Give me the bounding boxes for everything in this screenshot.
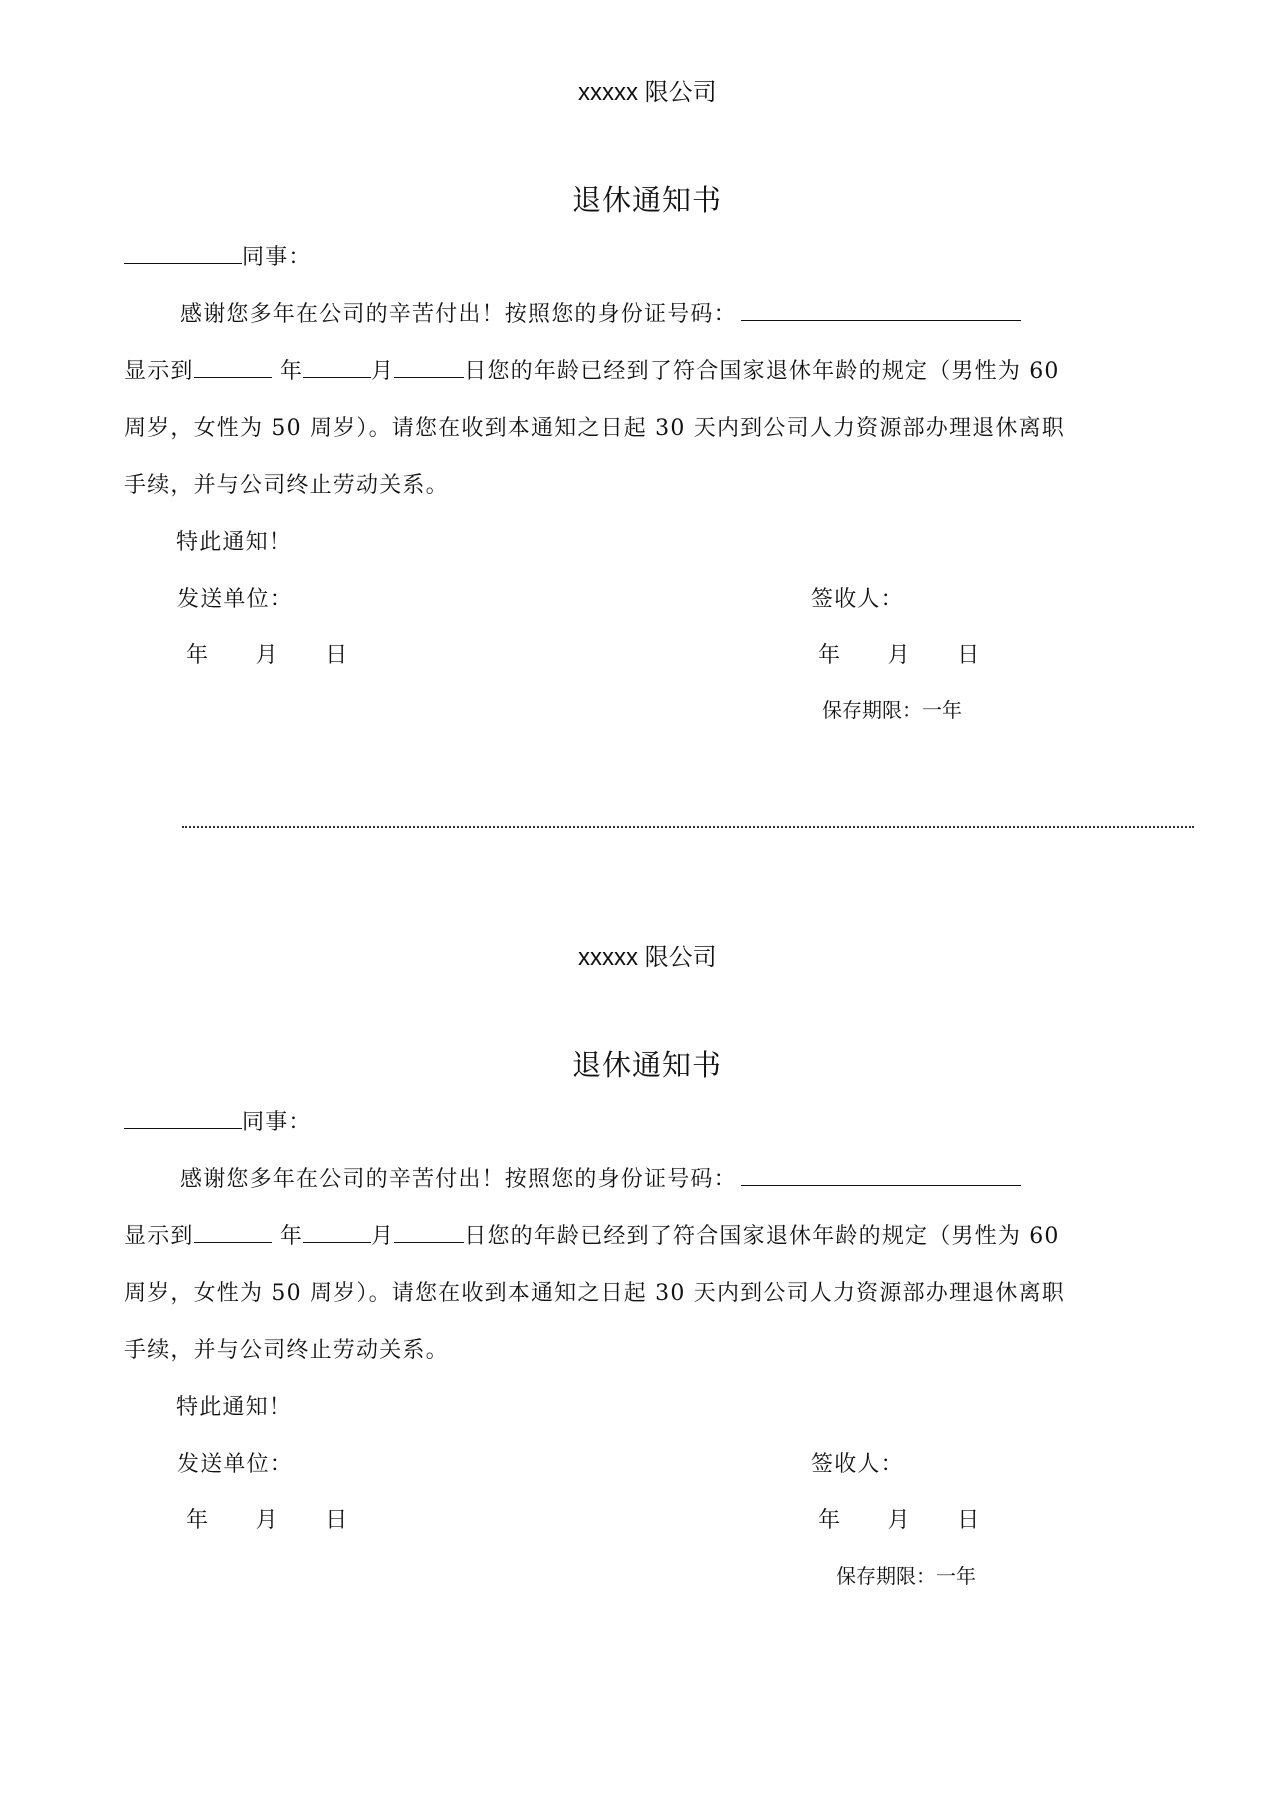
month-label: 月 xyxy=(371,1224,395,1249)
salutation-line xyxy=(124,1105,312,1136)
line2-prefix: 显示到 xyxy=(124,359,194,384)
day-blank[interactable] xyxy=(394,376,464,378)
year-label: 年 xyxy=(279,1224,304,1249)
cut-line-divider xyxy=(182,826,1194,828)
receiver-date: 年 月 日 xyxy=(818,1508,981,1533)
company-name: xxxxx 限公司 xyxy=(578,944,717,971)
notice-title: 退休通知书 xyxy=(572,183,723,217)
paragraph-line-3: 周岁，女性为 50 周岁）。请您在收到本通知之日起 30 天内到公司人力资源部办理退休离职 xyxy=(124,1281,1065,1306)
receiver-label: 签收人： xyxy=(811,1452,904,1477)
year-blank[interactable] xyxy=(194,376,272,378)
month-label: 月 xyxy=(371,359,395,384)
paragraph-line-2 xyxy=(124,1219,1060,1250)
id-number-blank[interactable] xyxy=(741,319,1021,321)
paragraph-line-4: 手续，并与公司终止劳动关系。 xyxy=(124,1338,449,1363)
id-number-blank[interactable] xyxy=(741,1184,1021,1186)
paragraph-line-1 xyxy=(180,297,1021,328)
para1-text: 感谢您多年在公司的辛苦付出！按照您的身份证号码： xyxy=(180,1167,737,1192)
line2-rest: 日您的年龄已经到了符合国家退休年龄的规定（男性为 60 xyxy=(464,359,1060,384)
sender-date: 年 月 日 xyxy=(186,643,349,668)
sender-date: 年 月 日 xyxy=(186,1508,349,1533)
notice-title: 退休通知书 xyxy=(572,1048,723,1082)
sender-label: 发送单位： xyxy=(177,587,294,612)
paragraph-line-2 xyxy=(124,354,1060,385)
salutation-line xyxy=(124,240,312,271)
year-blank[interactable] xyxy=(194,1241,272,1243)
closing-text: 特此通知！ xyxy=(176,530,293,555)
month-blank[interactable] xyxy=(303,1241,371,1243)
year-label: 年 xyxy=(279,359,304,384)
name-blank[interactable] xyxy=(124,1127,242,1129)
name-blank[interactable] xyxy=(124,262,242,264)
month-blank[interactable] xyxy=(303,376,371,378)
para1-text: 感谢您多年在公司的辛苦付出！按照您的身份证号码： xyxy=(180,302,737,327)
paragraph-line-4: 手续，并与公司终止劳动关系。 xyxy=(124,473,449,498)
receiver-date: 年 月 日 xyxy=(818,643,981,668)
salutation-suffix: 同事： xyxy=(242,245,312,270)
retention-period: 保存期限：一年 xyxy=(836,1564,976,1588)
salutation-suffix: 同事： xyxy=(242,1110,312,1135)
paragraph-line-3: 周岁，女性为 50 周岁）。请您在收到本通知之日起 30 天内到公司人力资源部办理退休离职 xyxy=(124,416,1065,441)
line2-prefix: 显示到 xyxy=(124,1224,194,1249)
day-blank[interactable] xyxy=(394,1241,464,1243)
receiver-label: 签收人： xyxy=(811,587,904,612)
retention-period: 保存期限：一年 xyxy=(822,698,962,722)
paragraph-line-1 xyxy=(180,1162,1021,1193)
closing-text: 特此通知！ xyxy=(176,1395,293,1420)
sender-label: 发送单位： xyxy=(177,1452,294,1477)
line2-rest: 日您的年龄已经到了符合国家退休年龄的规定（男性为 60 xyxy=(464,1224,1060,1249)
company-name: xxxxx 限公司 xyxy=(578,79,717,106)
